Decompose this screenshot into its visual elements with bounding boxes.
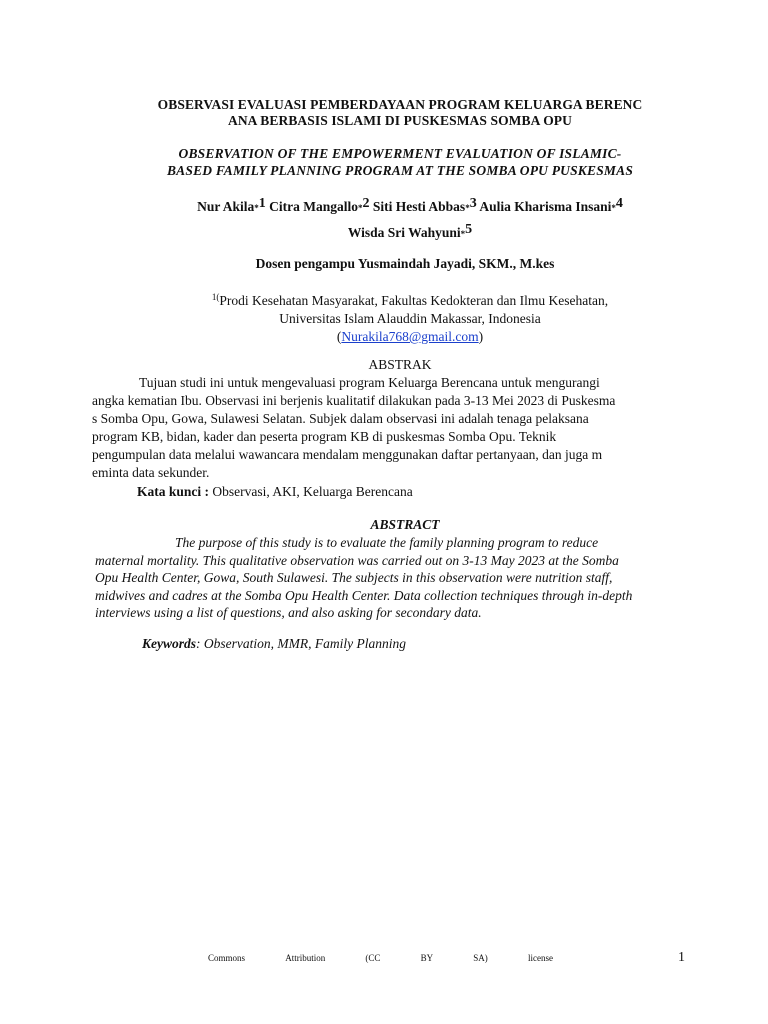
keywords bbox=[142, 636, 702, 652]
author-line-1 bbox=[60, 193, 760, 219]
author-number: 3 bbox=[469, 196, 477, 211]
abstrak-line-4: program KB, bidan, kader dan peserta program KB di puskesmas Somba Opu. Teknik bbox=[92, 429, 557, 444]
abstract-body bbox=[95, 534, 721, 622]
author-number: 5 bbox=[465, 222, 473, 237]
license-word: BY bbox=[420, 953, 434, 963]
affiliation-line-1 bbox=[150, 288, 670, 310]
affiliation-text-1: Prodi Kesehatan Masyarakat, Fakultas Kedokteran dan Ilmu Kesehatan, bbox=[219, 293, 609, 308]
affiliation bbox=[150, 288, 670, 346]
keywords-values: : Observation, MMR, Family Planning bbox=[196, 636, 406, 651]
abstrak-line-5: pengumpulan data melalui wawancara mendalam menggunakan daftar pertanyaan, dan juga m bbox=[92, 447, 603, 462]
abstract-heading: ABSTRACT bbox=[370, 517, 440, 532]
author-star: * bbox=[460, 229, 466, 239]
abstract-line-3: Opu Health Center, Gowa, South Sulawesi. The subjects in this observation were nutrition staff, bbox=[95, 570, 613, 585]
affiliation-marker: 1( bbox=[211, 292, 220, 302]
title-english bbox=[100, 145, 700, 179]
author-number: 4 bbox=[615, 196, 623, 211]
abstrak-body bbox=[92, 374, 676, 482]
abstrak-line-1 bbox=[92, 374, 676, 392]
title-indonesian-line-1: OBSERVASI EVALUASI PEMBERDAYAAN PROGRAM KELUARGA BERENC bbox=[157, 97, 643, 112]
author-line-2 bbox=[60, 219, 760, 245]
abstrak-line-2: angka kematian Ibu. Observasi ini berjenis kualitatif dilakukan pada 3-13 Mei 2023 di Puskesma bbox=[92, 393, 616, 408]
keywords-label: Keywords bbox=[142, 636, 196, 651]
author-star: * bbox=[358, 203, 363, 213]
title-english-line-2: BASED FAMILY PLANNING PROGRAM AT THE SOMBA OPU PUSKESMAS bbox=[166, 163, 634, 178]
license-word: SA) bbox=[473, 953, 488, 963]
title-indonesian-line-2: ANA BERBASIS ISLAMI DI PUSKESMAS SOMBA OPU bbox=[227, 113, 573, 128]
author-name: Siti Hesti Abbas bbox=[372, 199, 466, 214]
author-number: 2 bbox=[362, 196, 370, 211]
license-word: license bbox=[528, 953, 553, 963]
lecturer-line: Dosen pengampu Yusmaindah Jayadi, SKM., M.kes bbox=[255, 256, 555, 271]
abstract-line-5: interviews using a list of questions, and also asking for secondary data. bbox=[95, 605, 482, 620]
author-name: Nur Akila bbox=[197, 199, 255, 214]
abstract-line-2: maternal mortality. This qualitative observation was carried out on 3-13 May 2023 at the Somba bbox=[95, 552, 619, 568]
license-word: (CC bbox=[365, 953, 381, 963]
author-star: * bbox=[254, 203, 259, 213]
title-indonesian bbox=[100, 97, 700, 129]
author-number: 1 bbox=[258, 196, 266, 211]
affiliation-line-2: Universitas Islam Alauddin Makassar, Indonesia bbox=[279, 311, 541, 326]
license-word: Attribution bbox=[285, 953, 326, 963]
kata-kunci-label: Kata kunci : bbox=[137, 484, 210, 499]
abstract-line-1 bbox=[95, 534, 721, 552]
abstrak-line-3: s Somba Opu, Gowa, Sulawesi Selatan. Subjek dalam observasi ini adalah tenaga pelaksana bbox=[92, 411, 589, 426]
author-list bbox=[60, 193, 760, 245]
author-name: Wisda Sri Wahyuni bbox=[347, 225, 461, 240]
author-star: * bbox=[611, 203, 616, 213]
license-footer bbox=[208, 953, 553, 963]
abstract-line-4: midwives and cadres at the Somba Opu Health Center. Data collection techniques through in-depth bbox=[95, 587, 633, 603]
title-english-line-1: OBSERVATION OF THE EMPOWERMENT EVALUATION OF ISLAMIC- bbox=[178, 146, 622, 161]
open-paren: ( bbox=[336, 329, 342, 344]
abstract-line-1-text: The purpose of this study is to evaluate the family planning program to reduce bbox=[175, 535, 599, 550]
author-star: * bbox=[465, 203, 470, 213]
kata-kunci bbox=[137, 484, 677, 500]
author-name: Aulia Kharisma Insani bbox=[479, 199, 612, 214]
close-paren: ) bbox=[478, 329, 484, 344]
abstrak-line-6: eminta data sekunder. bbox=[92, 465, 210, 480]
kata-kunci-values: Observasi, AKI, Keluarga Berencana bbox=[209, 484, 413, 499]
abstrak-heading: ABSTRAK bbox=[368, 357, 432, 372]
author-name: Citra Mangallo bbox=[269, 199, 359, 214]
email-link[interactable]: Nurakila768@gmail.com bbox=[341, 329, 479, 344]
affiliation-email-line bbox=[150, 328, 670, 346]
abstrak-line-1-text: Tujuan studi ini untuk mengevaluasi program Keluarga Berencana untuk mengurangi bbox=[139, 375, 600, 390]
license-word: Commons bbox=[208, 953, 246, 963]
page-number: 1 bbox=[678, 950, 685, 965]
